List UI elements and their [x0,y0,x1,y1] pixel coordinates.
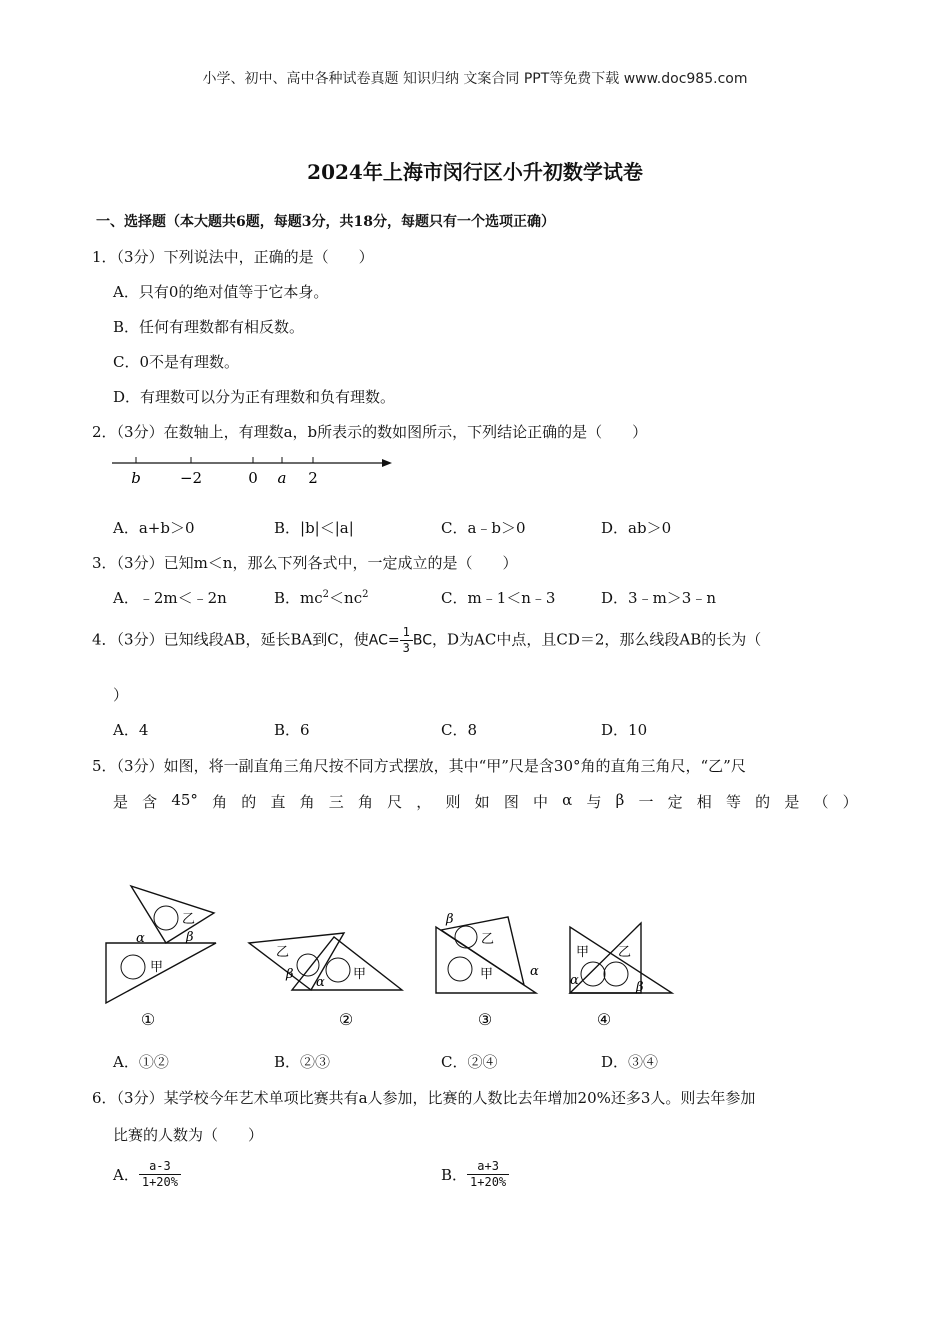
q4-stem-pre: 4．（3分）已知线段AB，延长BA到C，使 [92,630,369,649]
fig4-beta: β [636,980,644,995]
q5-line2-char: 是 [113,793,129,811]
q5-option-a: A．①② [113,1053,169,1071]
q5-line2-char: 三 [328,793,344,811]
q5-line2-char: β [615,791,625,809]
q5-line2-char: ， [416,793,432,811]
fig2-jia-label: 甲 [353,967,367,982]
fig3-beta: β [446,912,454,927]
fig3-alpha: α [530,964,539,979]
triangle-figures [96,880,696,1030]
q2-option-c: C．a﹣b＞0 [441,519,526,537]
q5-line2-char: 角 [299,793,315,811]
q5-line2-char: 的 [241,793,257,811]
fig1-beta: β [186,930,194,945]
q5-option-d: D．③④ [601,1053,659,1071]
q4-option-b: B．6 [274,721,310,739]
q5-line2-char: ） [842,793,858,811]
q5-line2-char: 则 [445,793,461,811]
q6-b-label: B． [441,1166,468,1184]
q3-b-sup2: 2 [362,589,369,600]
q5-line2-char: 与 [586,793,602,811]
fig2-yi-label: 乙 [276,945,290,960]
q1-option-b: B．任何有理数都有相反数。 [113,318,305,336]
q4-frac-lhs: AC= [368,632,400,649]
fig4-number: ④ [596,1010,612,1029]
q6-b-den: 1+20% [470,1175,507,1189]
number-line-figure [108,450,398,490]
q5-line2-char: 直 [270,793,286,811]
q5-line2-char: 的 [755,793,771,811]
q5-line2-char: 中 [532,793,548,811]
q4-frac-den: 3 [402,641,410,655]
fig4-yi-label: 乙 [618,945,632,960]
q5-line2-char: α [562,791,573,809]
fig1-alpha: α [136,931,145,946]
q5-line2-char: 角 [212,793,228,811]
fig2-jia-hole [326,958,350,982]
q3-b-pre: B．mc [274,589,323,607]
q4-frac-num: 1 [400,625,413,641]
q6-a-label: A． [113,1166,139,1184]
q4-option-a: A．4 [113,721,149,739]
q5-line2-char: 相 [696,793,712,811]
q5-line2-char: 是 [784,793,800,811]
figure-3 [436,912,539,1029]
q6-option-a [113,1159,181,1190]
q5-line2-char: （ [813,793,829,811]
fig4-jia-label: 甲 [576,945,590,960]
q4-stem-post: ，D为AC中点，且CD＝2，那么线段AB的长为（ [432,630,762,649]
q1-option-d: D．有理数可以分为正有理数和负有理数。 [113,388,396,406]
page-title: 2024年上海市闵行区小升初数学试卷 [307,160,643,184]
fig2-number: ② [338,1010,354,1029]
axis-label-2: 2 [308,469,318,487]
q4-stem-cont: ） [113,686,129,704]
q1-option-c: C．0不是有理数。 [113,353,240,371]
fig1-number: ① [140,1010,156,1029]
fig3-yi-hole [455,926,477,948]
q2-option-b: B．|b|＜|a| [274,519,354,537]
question-2-stem: 2．（3分）在数轴上，有理数a，b所表示的数如图所示，下列结论正确的是（ ） [92,423,648,441]
q6-a-num: a-3 [139,1159,181,1175]
fig2-alpha: α [316,975,325,990]
q3-option-c: C．m﹣1＜n﹣3 [441,589,556,607]
question-5-stem-line1: 5．（3分）如图，将一副直角三角尺按不同方式摆放，其中“甲”尺是含30°角的直角三角尺，“乙”尺 [92,757,746,775]
site-header: 小学、初中、高中各种试卷真题 知识归纳 文案合同 PPT等免费下载 www.doc985.com [202,71,748,87]
q3-b-mid: ＜nc [329,589,363,607]
fig3-yi-label: 乙 [481,932,495,947]
q6-option-b [441,1159,509,1190]
figure-1 [106,886,216,1029]
axis-label-b: b [131,469,141,487]
axis-label-neg2: −2 [179,469,203,487]
q6-a-fraction [139,1159,181,1190]
q5-line2-char: 含 [142,793,158,811]
q6-b-num: a+3 [467,1159,509,1175]
fig3-number: ③ [477,1010,493,1029]
fig2-beta: β [286,967,294,982]
question-6-stem-line1: 6．（3分）某学校今年艺术单项比赛共有a人参加，比赛的人数比去年增加20%还多3人。则去年参加 [92,1089,756,1107]
section-heading: 一、选择题（本大题共6题，每题3分，共18分，每题只有一个选项正确） [96,214,555,230]
axis-label-0: 0 [248,469,258,487]
figure-4 [570,923,672,1029]
fig4-alpha: α [570,973,579,988]
axis-label-a: a [277,469,287,487]
number-line-arrow [382,459,392,467]
q5-line2-char: 定 [667,793,683,811]
q4-option-d: D．10 [601,721,648,739]
q5-option-b: B．②③ [274,1053,331,1071]
q2-option-a: A．a+b＞0 [113,519,195,537]
q3-option-d: D．3﹣m＞3﹣n [601,589,716,607]
fig4-jia-hole [581,962,605,986]
q2-option-d: D．ab＞0 [601,519,672,537]
question-3-stem: 3．（3分）已知m＜n，那么下列各式中，一定成立的是（ ） [92,554,518,572]
question-5-stem-line2 [113,791,858,812]
q5-line2-char: 尺 [387,793,403,811]
fig4-yi-hole [604,962,628,986]
q5-line2-char: 45° [171,791,198,809]
q5-line2-char: 角 [357,793,373,811]
q4-frac-rhs: BC [412,632,432,649]
q3-b-sup1: 2 [322,589,330,600]
q5-option-c: C．②④ [441,1053,498,1071]
q5-line2-char: 图 [503,793,519,811]
q6-a-den: 1+20% [141,1175,178,1189]
fig1-yi-label: 乙 [182,912,196,927]
figure-2 [249,933,402,1029]
q5-line2-char: 如 [474,793,490,811]
q6-b-fraction [467,1159,509,1190]
q3-option-a: A．﹣2m＜﹣2n [113,589,227,607]
q4-fraction [400,625,413,656]
q4-option-c: C．8 [441,721,478,739]
question-6-stem-line2: 比赛的人数为（ ） [113,1126,264,1144]
fig3-jia-label: 甲 [480,967,494,982]
q1-option-a: A．只有0的绝对值等于它本身。 [113,283,329,301]
q5-line2-char: 一 [638,793,654,811]
fig1-jia-label: 甲 [150,960,164,975]
q5-line2-char: 等 [725,793,741,811]
q3-option-b [274,587,368,608]
question-1-stem: 1．（3分）下列说法中，正确的是（ ） [92,248,374,266]
question-4-stem [92,625,761,656]
